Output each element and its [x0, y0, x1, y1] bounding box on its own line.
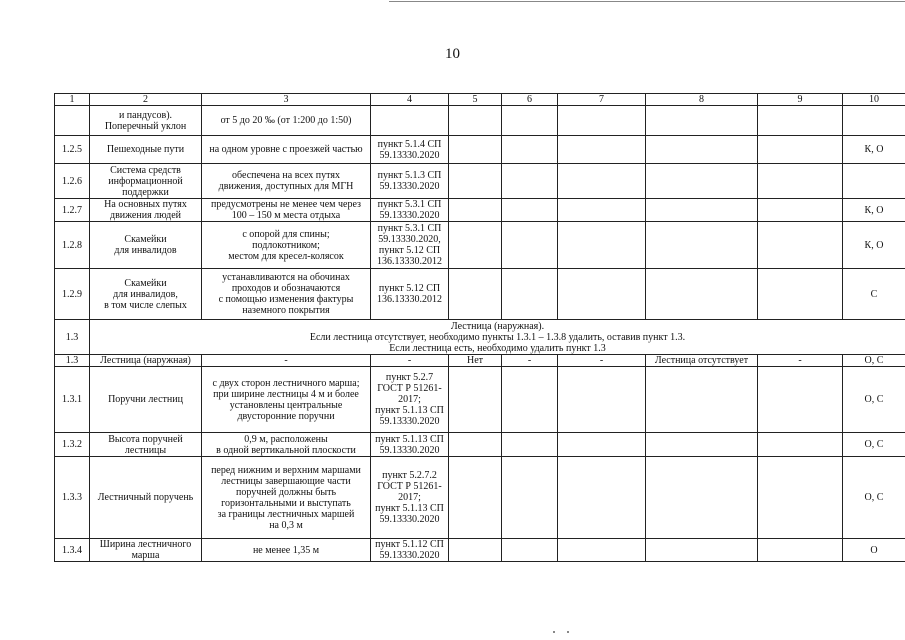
table-cell: [758, 367, 843, 433]
table-cell: 1.2.6: [55, 164, 90, 199]
header-cell: 4: [371, 94, 449, 106]
table-cell: [646, 136, 758, 164]
table-cell: [558, 222, 646, 269]
table-cell: Скамейки для инвалидов: [90, 222, 202, 269]
table-cell: Скамейки для инвалидов, в том числе слепых: [90, 269, 202, 320]
table-cell: [502, 106, 558, 136]
table-cell: -: [371, 355, 449, 367]
table-cell: [449, 539, 502, 562]
header-cell: 8: [646, 94, 758, 106]
table-cell: [502, 539, 558, 562]
table-row: [55, 106, 905, 136]
table-cell: [758, 164, 843, 199]
table-cell: [558, 367, 646, 433]
table-cell: 1.3.3: [55, 457, 90, 539]
table-cell: и пандусов). Поперечный уклон: [90, 106, 202, 136]
table-cell: пункт 5.2.7.2 ГОСТ Р 51261- 2017; пункт 5.1.13 СП 59.13330.2020: [371, 457, 449, 539]
table-cell: пункт 5.1.13 СП 59.13330.2020: [371, 433, 449, 457]
table-cell: с двух сторон лестничного марша; при ширине лестницы 4 м и более установлены центральные двусторонние поручни: [202, 367, 371, 433]
table-row: [55, 355, 905, 367]
table-cell: О: [843, 539, 905, 562]
table-cell: обеспечена на всех путях движения, доступных для МГН: [202, 164, 371, 199]
table-row: [55, 320, 905, 355]
table-cell: [449, 222, 502, 269]
table-cell: [55, 106, 90, 136]
table-cell: Система средств информационной поддержки: [90, 164, 202, 199]
table-cell: -: [558, 355, 646, 367]
table-cell: [558, 164, 646, 199]
page-number: 10: [445, 46, 460, 62]
table-cell: [502, 367, 558, 433]
checklist-table: [54, 93, 905, 562]
table-cell: О, С: [843, 355, 905, 367]
table-cell: пункт 5.3.1 СП 59.13330.2020: [371, 199, 449, 222]
top-rule: [389, 1, 905, 2]
table-cell: [558, 269, 646, 320]
table-cell: [758, 433, 843, 457]
table-row: [55, 539, 905, 562]
table-cell: [758, 269, 843, 320]
header-cell: 6: [502, 94, 558, 106]
table-cell: [843, 164, 905, 199]
table-cell: [843, 106, 905, 136]
table-row: [55, 136, 905, 164]
header-row: [55, 94, 905, 106]
table-cell: [758, 222, 843, 269]
table-cell: предусмотрены не менее чем через 100 – 150 м места отдыха: [202, 199, 371, 222]
table-cell: Лестница (наружная): [90, 355, 202, 367]
table-row: [55, 164, 905, 199]
table-cell: К, О: [843, 136, 905, 164]
table-cell: [758, 457, 843, 539]
table-cell: не менее 1,35 м: [202, 539, 371, 562]
section-note-cell: Лестница (наружная). Если лестница отсутствует, необходимо пункты 1.3.1 – 1.3.8 удалить, оставив пункт 1.3. Если лестница есть, необходимо удалить пункт 1.3: [90, 320, 905, 355]
scan-mark: [553, 631, 555, 633]
table-cell: [502, 457, 558, 539]
table-cell: К, О: [843, 222, 905, 269]
table-cell: [502, 136, 558, 164]
table-cell: Ширина лестничного марша: [90, 539, 202, 562]
table-cell: [449, 106, 502, 136]
table-cell: от 5 до 20 ‰ (от 1:200 до 1:50): [202, 106, 371, 136]
table-cell: [558, 457, 646, 539]
table-cell: Нет: [449, 355, 502, 367]
table-cell: перед нижним и верхним маршами лестницы завершающие части поручней должны быть горизонтальными и выступать за границы лестничных маршей на 0,3 м: [202, 457, 371, 539]
table-cell: [502, 164, 558, 199]
table-cell: Лестница отсутствует: [646, 355, 758, 367]
table-cell: [558, 539, 646, 562]
table-cell: [449, 457, 502, 539]
table-row: [55, 222, 905, 269]
table-row: [55, 367, 905, 433]
table-cell: [558, 136, 646, 164]
table-cell: пункт 5.1.12 СП 59.13330.2020: [371, 539, 449, 562]
header-cell: 9: [758, 94, 843, 106]
table-cell: [558, 433, 646, 457]
table-cell: [646, 433, 758, 457]
table-cell: [449, 164, 502, 199]
table-cell: [646, 106, 758, 136]
table-cell: пункт 5.1.4 СП 59.13330.2020: [371, 136, 449, 164]
table-cell: [758, 136, 843, 164]
table-cell: О, С: [843, 457, 905, 539]
table-cell: [758, 539, 843, 562]
table-cell: с опорой для спины; подлокотником; местом для кресел-колясок: [202, 222, 371, 269]
table-cell: [646, 199, 758, 222]
table-cell: 0,9 м, расположены в одной вертикальной плоскости: [202, 433, 371, 457]
table-cell: 1.3.4: [55, 539, 90, 562]
table-cell: 1.3.1: [55, 367, 90, 433]
table-cell: -: [758, 355, 843, 367]
table-cell: [758, 106, 843, 136]
table-row: [55, 457, 905, 539]
table-cell: [646, 367, 758, 433]
table-cell: На основных путях движения людей: [90, 199, 202, 222]
table-cell: [502, 269, 558, 320]
table-cell: пункт 5.12 СП 136.13330.2012: [371, 269, 449, 320]
table-cell: устанавливаются на обочинах проходов и обозначаются с помощью изменения фактуры наземного покрытия: [202, 269, 371, 320]
table-cell: [558, 199, 646, 222]
table-cell: О, С: [843, 433, 905, 457]
table-cell: С: [843, 269, 905, 320]
table-cell: Поручни лестниц: [90, 367, 202, 433]
table-cell: Лестничный поручень: [90, 457, 202, 539]
table-cell: [449, 269, 502, 320]
table-cell: [449, 433, 502, 457]
table-cell: [758, 199, 843, 222]
table-cell: Высота поручней лестницы: [90, 433, 202, 457]
table-cell: [646, 164, 758, 199]
table-cell: О, С: [843, 367, 905, 433]
table-row: [55, 199, 905, 222]
table-cell: [502, 433, 558, 457]
table-cell: 1.3: [55, 355, 90, 367]
table-cell: [449, 367, 502, 433]
table-cell: [502, 222, 558, 269]
table-cell: [449, 199, 502, 222]
header-cell: 5: [449, 94, 502, 106]
table-cell: К, О: [843, 199, 905, 222]
table-cell: [449, 136, 502, 164]
table-cell: [558, 106, 646, 136]
table-cell: 1.2.7: [55, 199, 90, 222]
table-row: [55, 433, 905, 457]
table-cell: Пешеходные пути: [90, 136, 202, 164]
table-cell: пункт 5.3.1 СП 59.13330.2020, пункт 5.12 СП 136.13330.2012: [371, 222, 449, 269]
table-cell: 1.2.8: [55, 222, 90, 269]
table-cell: пункт 5.1.3 СП 59.13330.2020: [371, 164, 449, 199]
scan-mark: [567, 631, 569, 633]
table-cell: 1.3.2: [55, 433, 90, 457]
header-cell: 10: [843, 94, 905, 106]
table-cell: на одном уровне с проезжей частью: [202, 136, 371, 164]
table-cell: 1.2.9: [55, 269, 90, 320]
table-cell: [646, 539, 758, 562]
table-cell: -: [202, 355, 371, 367]
table-cell: -: [502, 355, 558, 367]
table-row: [55, 269, 905, 320]
table-cell: пункт 5.2.7 ГОСТ Р 51261- 2017; пункт 5.1.13 СП 59.13330.2020: [371, 367, 449, 433]
table-cell: [646, 269, 758, 320]
header-cell: 1: [55, 94, 90, 106]
section-code-cell: 1.3: [55, 320, 90, 355]
table-cell: [502, 199, 558, 222]
header-cell: 7: [558, 94, 646, 106]
header-cell: 2: [90, 94, 202, 106]
header-cell: 3: [202, 94, 371, 106]
table-cell: [646, 457, 758, 539]
table-cell: 1.2.5: [55, 136, 90, 164]
table-cell: [371, 106, 449, 136]
table-cell: [646, 222, 758, 269]
